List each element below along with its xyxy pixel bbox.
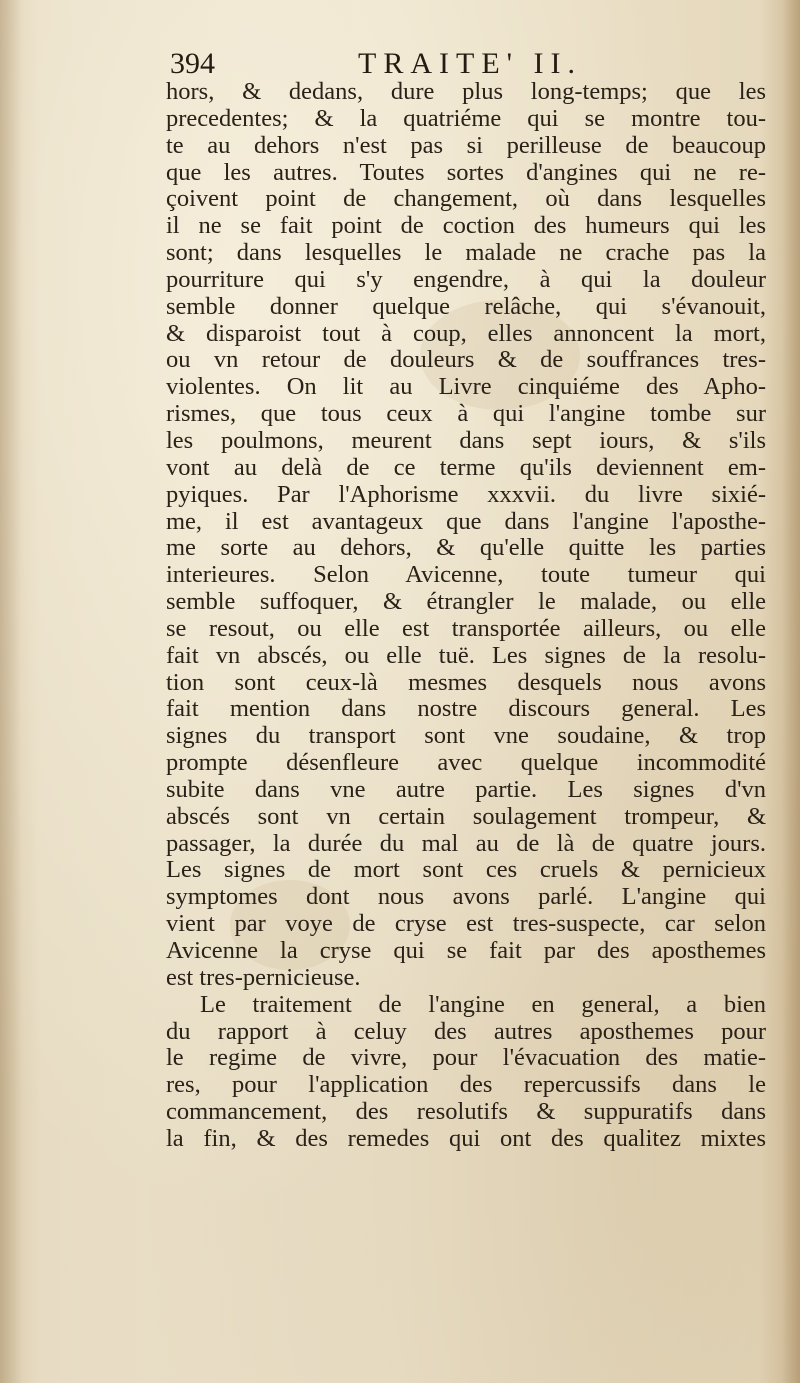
text-line: tion sont ceux-là mesmes desquels nous avons xyxy=(166,669,766,696)
text-line: semble donner quelque relâche, qui s'évanouit, xyxy=(166,293,766,320)
text-line: ou vn retour de douleurs & de souffrances tres- xyxy=(166,347,766,374)
text-line: passager, la durée du mal au de là de quatre jours. xyxy=(166,830,766,857)
paragraph-end-line: est tres-pernicieuse. xyxy=(166,964,361,991)
text-line: abscés sont vn certain soulagement trompeur, & xyxy=(166,803,766,830)
text-line: commancement, des resolutifs & suppuratifs dans xyxy=(166,1099,766,1126)
text-line: prompte désenfleure avec quelque incommodité xyxy=(166,750,766,777)
text-line: Avicenne la cryse qui se fait par des aposthemes xyxy=(166,938,766,964)
text-line: rismes, que tous ceux à qui l'angine tombe sur xyxy=(166,401,766,428)
text-line: precedentes; & la quatriéme qui se montre tou- xyxy=(166,105,766,132)
text-line: pourriture qui s'y engendre, à qui la douleur xyxy=(166,266,766,293)
text-line: me, il est avantageux que dans l'angine l'aposthe- xyxy=(166,508,766,535)
page-gutter-shadow xyxy=(0,0,22,1383)
text-line: se resout, ou elle est transportée ailleurs, ou elle xyxy=(166,615,766,642)
text-line: symptomes dont nous avons parlé. L'angine qui xyxy=(166,884,766,911)
text-line: çoivent point de changement, où dans lesquelles xyxy=(166,186,766,213)
text-line: res, pour l'application des repercussifs dans le xyxy=(166,1072,766,1099)
text-line: du rapport à celuy des autres aposthemes pour xyxy=(166,1018,766,1045)
text-line: le regime de vivre, pour l'évacuation des matie- xyxy=(166,1045,766,1072)
text-line: interieures. Selon Avicenne, toute tumeur qui xyxy=(166,562,766,589)
text-line: fait mention dans nostre discours general. Les xyxy=(166,696,766,723)
text-line: vont au delà de ce terme qu'ils deviennent em- xyxy=(166,454,766,481)
text-line: pyiques. Par l'Aphorisme xxxvii. du livre sixié- xyxy=(166,481,766,508)
text-line: subite dans vne autre partie. Les signes d'vn xyxy=(166,776,766,803)
text-line: te au dehors n'est pas si perilleuse de beaucoup xyxy=(166,132,766,159)
text-line: que les autres. Toutes sortes d'angines qui ne re- xyxy=(166,159,766,186)
page-header xyxy=(170,46,760,82)
running-head: TRAITE' II. xyxy=(358,47,583,80)
body-text xyxy=(166,79,766,1153)
text-line: violentes. On lit au Livre cinquiéme des Apho- xyxy=(166,374,766,401)
text-line: vient par voye de cryse est tres-suspecte, car selon xyxy=(166,911,766,938)
text-line: fait vn abscés, ou elle tuë. Les signes de la resolu- xyxy=(166,642,766,669)
text-line: signes du transport sont vne soudaine, & trop xyxy=(166,723,766,750)
page-number: 394 xyxy=(170,47,215,80)
text-line: hors, & dedans, dure plus long-temps; que les xyxy=(166,79,766,105)
text-line: Les signes de mort sont ces cruels & pernicieux xyxy=(166,857,766,884)
text-line: sont; dans lesquelles le malade ne crache pas la xyxy=(166,240,766,267)
text-line: semble suffoquer, & étrangler le malade, ou elle xyxy=(166,589,766,616)
page-edge-shadow xyxy=(782,0,800,1383)
text-line: les poulmons, meurent dans sept iours, & s'ils xyxy=(166,427,766,454)
text-line: il ne se fait point de coction des humeurs qui les xyxy=(166,213,766,240)
text-line: me sorte au dehors, & qu'elle quitte les parties xyxy=(166,535,766,562)
paragraph-start-line: Le traitement de l'angine en general, a bien xyxy=(200,991,766,1018)
text-line: & disparoist tout à coup, elles annoncent la mort, xyxy=(166,320,766,347)
text-line: la fin, & des remedes qui ont des qualitez mixtes xyxy=(166,1125,766,1152)
